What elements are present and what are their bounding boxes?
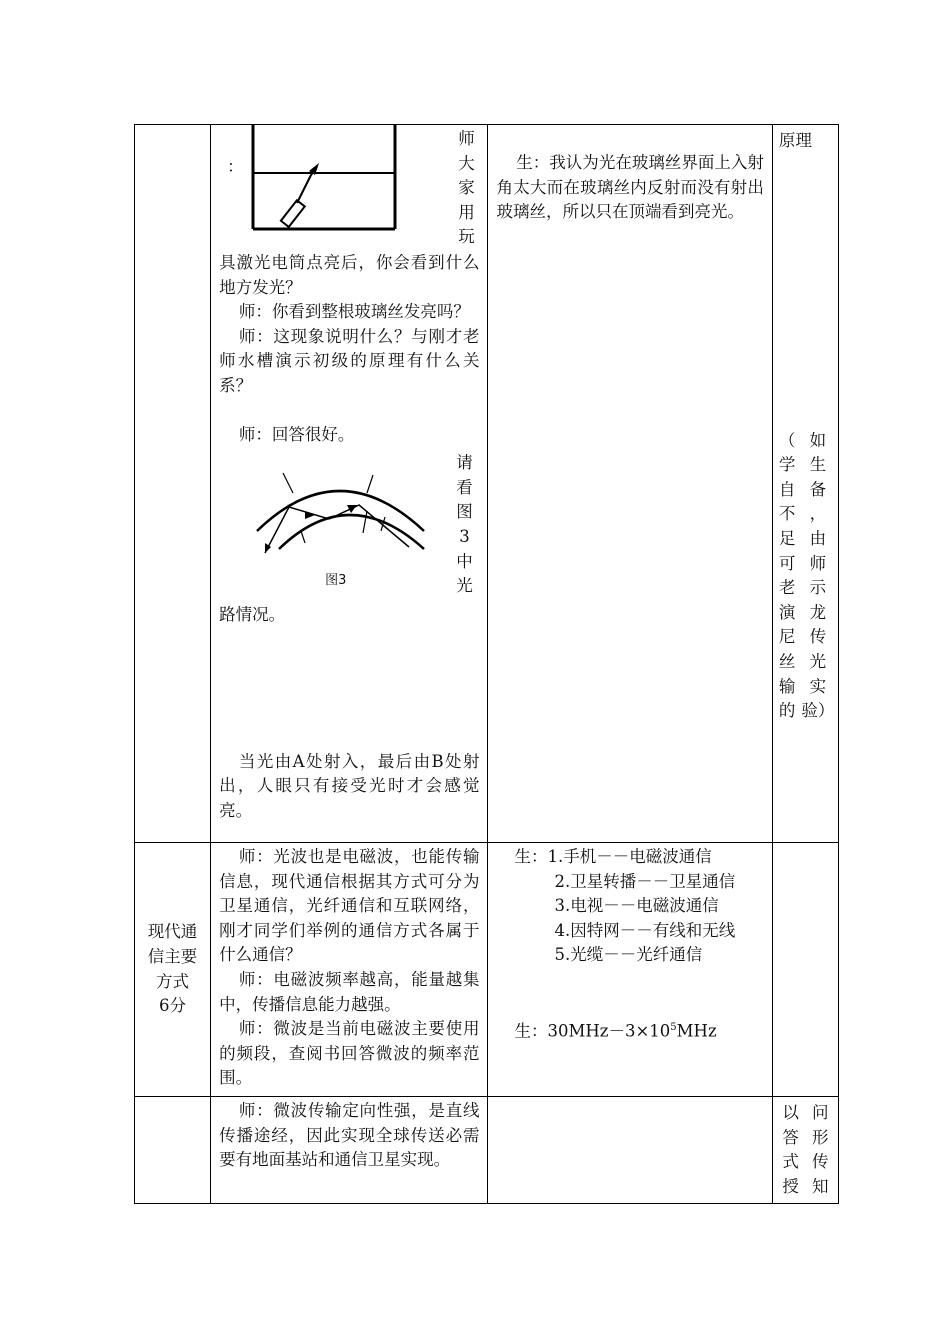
note-char: 足 (778, 528, 796, 548)
note-char: 以 (782, 1103, 799, 1122)
vertical-text-teacher (457, 127, 475, 250)
student-answer (514, 1016, 763, 1044)
note-char: 光 (809, 651, 827, 671)
note-char: 答 (782, 1127, 799, 1147)
vertical-char: 师 (458, 129, 475, 148)
note-char: 师 (809, 553, 827, 573)
figure-caption: 图3 (325, 573, 347, 589)
note-char: 演 (778, 602, 796, 622)
note-char: 可 (778, 553, 796, 573)
water-tank-diagram (249, 123, 399, 231)
notes-cell-empty (772, 843, 838, 1097)
note-char: 传 (809, 627, 827, 647)
figure-3 (219, 451, 479, 603)
vertical-char: 请 (456, 453, 473, 473)
note-char: 问 (811, 1103, 829, 1122)
table-row (135, 843, 839, 1097)
teacher-text: 师：电磁波频率越高，能量越集中，传播信息能力越强。 (219, 969, 480, 1014)
section-cell-empty (135, 125, 211, 843)
vertical-char: 用 (458, 202, 475, 222)
vertical-char: 家 (458, 178, 475, 198)
note-char: 示 (809, 578, 827, 598)
teacher-text: 师：你看到整根玻璃丝发亮吗？ (238, 302, 470, 322)
section-label-line: 现代通 (147, 922, 198, 942)
student-list-item: 3.电视－－电磁波通信 (554, 896, 719, 916)
note-char: 授 (782, 1176, 799, 1196)
student-list-item: 4.因特网－－有线和无线 (554, 920, 736, 940)
student-list-item: 2.卫星转播－－卫星通信 (554, 871, 736, 891)
note-vertical-grid (778, 429, 835, 724)
student-list-item: 生：1.手机－－电磁波通信 (514, 847, 712, 866)
vertical-char: 3 (459, 526, 470, 546)
teacher-activity-cell (211, 1097, 488, 1204)
teacher-text: 具激光电筒点亮后，你会看到什么地方发光？ (219, 253, 480, 297)
vertical-char: 玩 (458, 227, 475, 247)
section-label-cell (135, 843, 211, 1097)
teacher-text: 路情况。 (219, 605, 286, 625)
student-activity-cell (488, 125, 772, 843)
note-vertical-grid (779, 1101, 832, 1199)
vertical-char: 看 (456, 477, 473, 497)
note-char: 自 (778, 479, 796, 499)
vertical-char: 光 (456, 576, 473, 596)
note-char: ， (809, 504, 827, 524)
vertical-char: 中 (456, 551, 473, 571)
table-row (135, 125, 839, 843)
vertical-text-fig3 (455, 451, 473, 599)
student-answer-exponent: 5 (670, 1021, 677, 1033)
teacher-text: 师：光波也是电磁波，也能传输信息，现代通信根据其方式可分为卫星通信，光纤通信和互联网络，刚才同学们举例的通信方式各属于什么通信？ (219, 847, 480, 965)
note-char: 备 (809, 479, 827, 499)
note-char: 式 (782, 1152, 799, 1172)
note-char: 的 (778, 701, 796, 721)
teacher-text: 师：回答很好。 (238, 424, 355, 444)
note-char: 验） (801, 701, 835, 721)
section-cell-empty (135, 1097, 211, 1204)
teacher-activity-cell (211, 843, 488, 1097)
student-cell-empty (488, 1097, 772, 1204)
fig-colon: ： (227, 157, 244, 176)
notes-cell (772, 125, 838, 843)
table-row (135, 1097, 839, 1204)
note-char: 实 (809, 676, 827, 696)
fiber-light-path-diagram (249, 471, 439, 581)
teacher-text: 师：微波传输定向性强，是直线传播途经，因此实现全球传送必需要有地面基站和通信卫星实现。 (219, 1101, 480, 1170)
student-answer-suffix: MHz (676, 1021, 717, 1041)
note-char: 由 (809, 528, 827, 548)
note-char: 如 (809, 430, 827, 450)
note-text: 原理 (778, 131, 812, 150)
note-char: 输 (778, 676, 796, 696)
note-char: 龙 (809, 602, 827, 622)
section-label-line: 方式 (156, 971, 190, 991)
teacher-text: 师：这现象说明什么？与刚才老师水槽演示初级的原理有什么关系？ (219, 326, 480, 395)
section-label-line: 信主要 (147, 946, 198, 966)
note-char: 老 (778, 578, 796, 598)
student-list-item: 5.光缆－－光纤通信 (554, 945, 703, 965)
water-tank-figure (219, 127, 479, 251)
student-text: 生：我认为光在玻璃丝界面上入射角太大而在玻璃丝内反射而没有射出玻璃丝，所以只在顶端看到亮光。 (496, 153, 764, 222)
note-char: 生 (809, 455, 827, 475)
teacher-text (219, 750, 479, 824)
vertical-char: 图 (456, 502, 473, 522)
student-answer-prefix: 生：30MHz－3×10 (514, 1021, 671, 1041)
teacher-activity-cell (211, 125, 488, 843)
vertical-char: 大 (458, 153, 475, 173)
note-char: （ (778, 430, 796, 450)
student-activity-cell (488, 843, 772, 1097)
note-char: 不 (778, 504, 796, 524)
note-char: 知 (811, 1176, 829, 1196)
note-char: 形 (811, 1127, 829, 1147)
note-char: 学 (778, 455, 796, 475)
section-label-line: 6分 (159, 996, 187, 1016)
teacher-text-content: 当光由A处射入，最后由B处射出，人眼只有接受光时才会感觉亮。 (219, 751, 480, 820)
lesson-plan-table (134, 124, 839, 1204)
notes-cell (772, 1097, 838, 1204)
note-char: 尼 (778, 627, 796, 647)
teacher-text: 师：微波是当前电磁波主要使用的频段，查阅书回答微波的频率范围。 (219, 1019, 480, 1088)
note-char: 传 (811, 1152, 829, 1172)
note-char: 丝 (778, 651, 796, 671)
